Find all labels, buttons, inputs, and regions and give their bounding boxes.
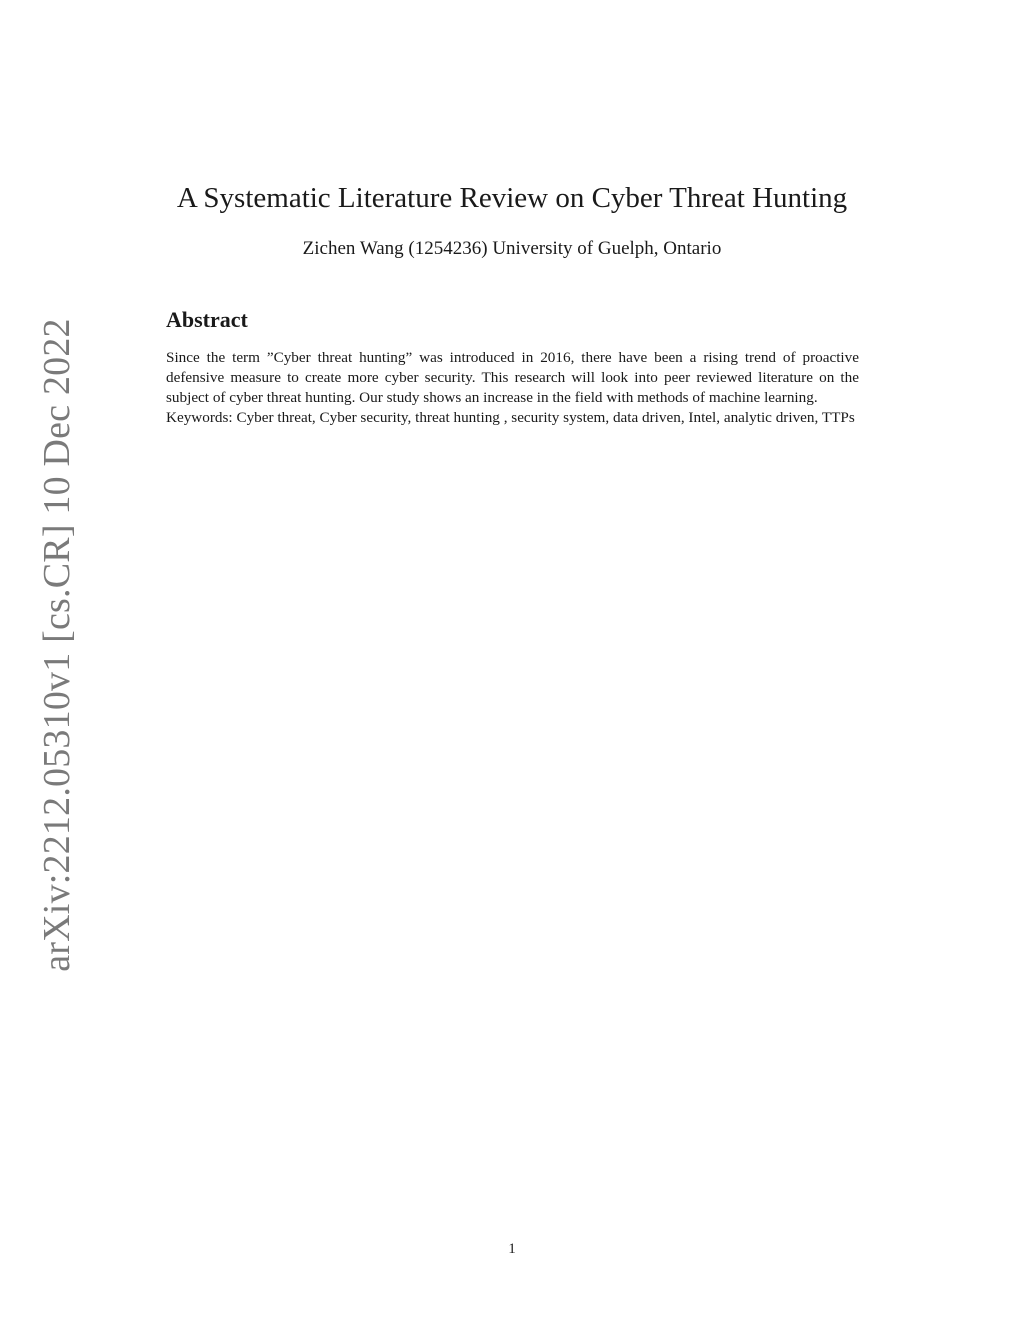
page-number: 1	[508, 1241, 516, 1257]
keywords-line: Keywords: Cyber threat, Cyber security, threat hunting , security system, data driven, Intel, analytic driven, TTPs	[166, 409, 855, 426]
abstract-body	[166, 348, 859, 428]
abstract-heading: Abstract	[166, 307, 248, 332]
abstract-paragraph: Since the term ”Cyber threat hunting” was introduced in 2016, there have been a rising trend of proactive defensive measure to create more cyber security. This research will look into peer reviewed literature on the subject of cyber threat hunting. Our study shows an increase in the field with methods of machine learning.	[166, 349, 859, 406]
arxiv-identifier: arXiv:2212.05310v1 [cs.CR] 10 Dec 2022	[36, 318, 78, 972]
paper-title: A Systematic Literature Review on Cyber Threat Hunting	[176, 182, 848, 214]
author-line: Zichen Wang (1254236) University of Guelph, Ontario	[302, 238, 722, 259]
